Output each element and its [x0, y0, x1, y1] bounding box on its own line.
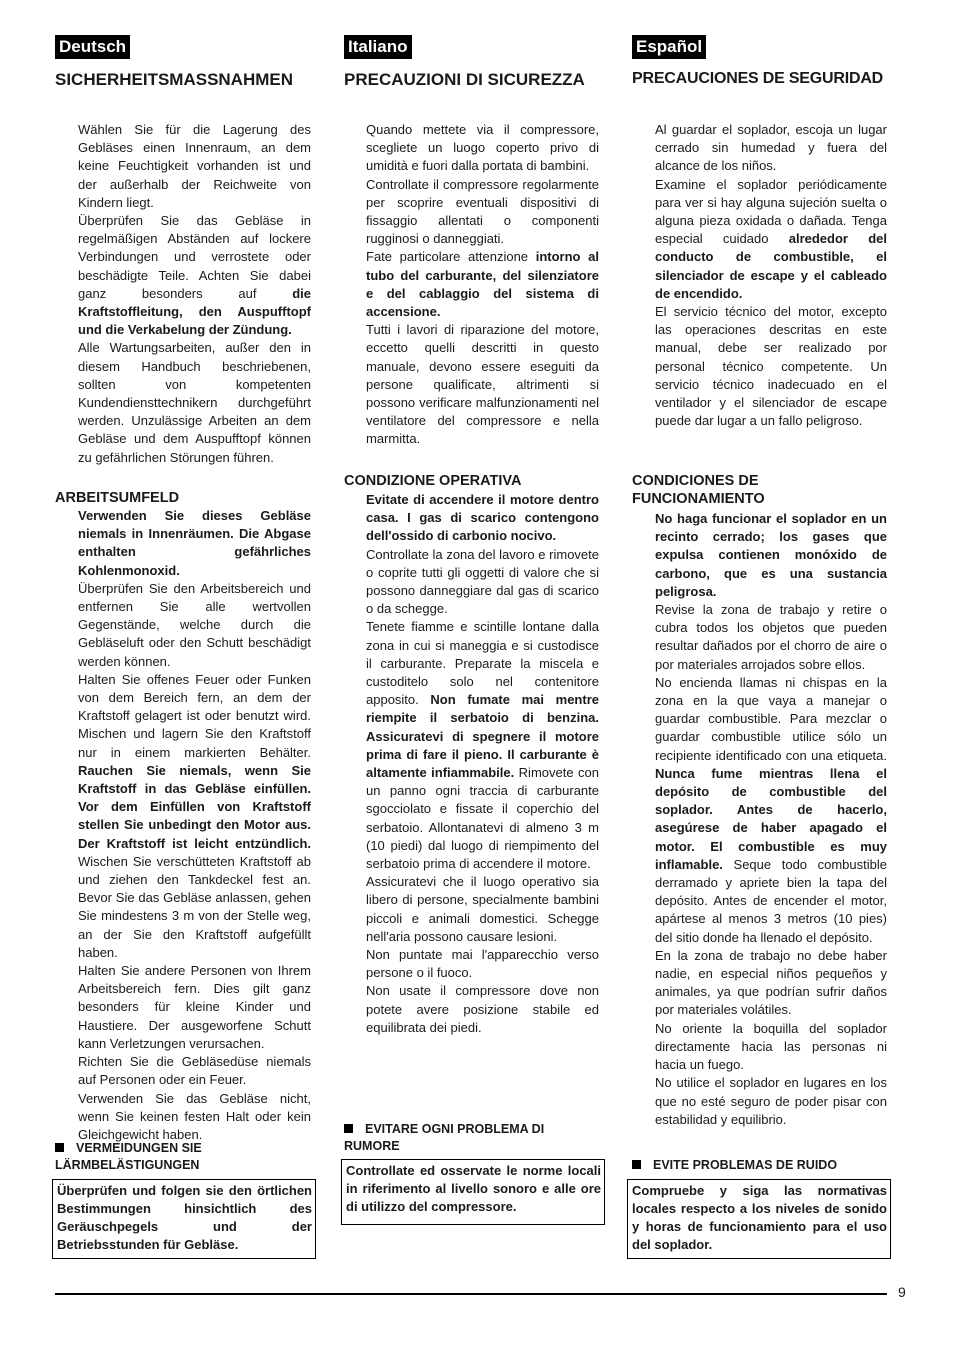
- paragraph: Alle Wartungsarbeiten, außer den in diesem Handbuch beschriebenen, sollten von kompetenten Kundendiensttechnikern durchgeführt werden. Unzulässige Arbeiten an dem Gebläse und dem Auspufftopf können zu gefährlichen Störungen führen.: [78, 340, 311, 465]
- emphasis: die Kraftstoffleitung, den Auspufftopf und die Verkabelung der Zündung.: [78, 285, 311, 338]
- text: No encienda llamas ni chispas en la zona en la que vaya a manejar o guardar combustible. Para mezclar o guardar combustible utilice sólo un recipiente identificado con una etiqueta.: [655, 674, 887, 763]
- paragraph: [78, 212, 311, 339]
- paragraph: No utilice el soplador en lugares en los que no esté seguro de poder pisar con estabilidad y equilibrio.: [655, 1075, 887, 1127]
- paragraph: Non usate il compressore dove non potete avere posizione stabile ed equilibrata dei piedi.: [366, 983, 599, 1035]
- noise-box-it: Controllate ed osservate le norme locali in riferimento al livello sonoro e alle ore di utilizzo del compressore.: [341, 1159, 605, 1225]
- bullet-text: EVITE PROBLEMAS DE RUIDO: [653, 1158, 838, 1172]
- intro-text-it: [366, 121, 599, 449]
- text: Halten Sie offenes Feuer oder Funken von dem Bereich fern, an dem der Kraftstoff gelagert ist oder benutzt wird. Mischen und lagern Sie den Kraftstoff nur in einem markierten Behälter.: [78, 671, 311, 760]
- noise-heading-de: [55, 1140, 311, 1174]
- paragraph: Tutti i lavori di riparazione del motore, eccetto quelli descritti in questo manuale, devono essere eseguiti da persone qualificate, altrimenti si possono verificare malfunzionamenti nel ventilatore del compressore e nella marmitta.: [366, 322, 599, 447]
- emphasis: Rauchen Sie niemals, wenn Sie Kraftstoff in das Gebläse einfüllen. Vor dem Einfüllen von Kraftstoff stellen Sie unbedingt den Motor aus. Der Kraftstoff ist leicht entzündlich.: [78, 762, 311, 851]
- footer-rule: [55, 1293, 887, 1295]
- text: Examine el soplador periódicamente para ver si hay alguna sujeción suelta o alguna pieza oxidada o dañada. Tenga especial cuidado: [655, 176, 887, 247]
- square-bullet-icon: [632, 1160, 641, 1169]
- environment-text-de: [78, 507, 311, 1144]
- text: Fate particolare attenzione: [366, 249, 529, 265]
- paragraph: [366, 491, 599, 546]
- paragraph: Assicuratevi che il luogo operativo sia libero di persone, specialmente bambini piccoli e animali domestici. Schegge nell'aria possono causare lesioni.: [366, 874, 599, 944]
- text: Rimovete con un panno ogni traccia di carburante sgocciolato e fissate il coperchio del serbatoio. Allontanatevi di almeno 3 m (10 piedi) dal luogo di riempimento del serbatoio prima di accendere il motore.: [366, 765, 599, 872]
- paragraph: Revise la zona de trabajo y retire o cubra todos los objetos que pueden resultar dañados por el chorro de aire o por materiales arrojados sobre ellos.: [655, 602, 887, 672]
- text: Wischen Sie verschütteten Kraftstoff ab und ziehen den Tankdeckel fest an. Bevor Sie das Gebläse anlassen, gehen Sie mindestens 3 m von der Stelle weg, an der Sie den Kraftstoff aufgefüllt haben.: [78, 853, 311, 960]
- section-title-es: PRECAUCIONES DE SEGURIDAD: [632, 70, 884, 87]
- paragraph: Wählen Sie für die Lagerung des Gebläses einen Innenraum, an dem keine Feuchtigkeit vorhanden ist und der außerhalb der Reichweite von Kindern liegt.: [78, 122, 311, 210]
- paragraph: [78, 507, 311, 580]
- noise-box-de: Überprüfen und folgen sie den örtlichen Bestimmungen hinsichtlich des Geräuschpegels und der Betriebsstunden für Gebläse.: [52, 1179, 316, 1259]
- paragraph: Quando mettete via il compressore, scegliete un luogo coperto privo di umidità e fuori dalla portata di bambini.: [366, 122, 599, 174]
- bullet-text: EVITARE OGNI PROBLEMA DI RUMORE: [344, 1122, 545, 1153]
- square-bullet-icon: [55, 1143, 64, 1152]
- emphasis: intorno al tubo del carburante, del silenziatore e del cablaggio del sistema di accensione.: [366, 249, 599, 320]
- paragraph: No oriente la boquilla del soplador directamente hacia las personas ni hacia un fuego.: [655, 1020, 887, 1073]
- page-number: 9: [898, 1284, 906, 1300]
- section-title-it: PRECAUZIONI DI SICUREZZA: [344, 70, 585, 89]
- conditions-text-it: [366, 491, 599, 1037]
- paragraph: Controllate il compressore regolarmente per scoprire eventuali dispositivi di fissaggio allentati o componenti rugginosi o danneggiati.: [366, 176, 599, 247]
- language-label-es: Español: [632, 35, 706, 59]
- paragraph: [366, 618, 599, 873]
- intro-text-de: [78, 121, 311, 467]
- noise-heading-it: [344, 1121, 600, 1155]
- paragraph: [78, 671, 311, 962]
- text: Überprüfen Sie das Gebläse in regelmäßigen Abständen auf lockere Verbindungen und verrostete oder beschädigte Teile. Achten Sie dabei ganz besonders auf: [78, 213, 311, 301]
- language-label-de: Deutsch: [55, 35, 130, 59]
- text: Tenete fiamme e scintille lontane dalla zona in cui si maneggia e si custodisce il carburante. Preparate la miscela e custoditelo solo nel contenitore apposito.: [366, 619, 599, 708]
- paragraph: [655, 510, 887, 601]
- conditions-text-es: [655, 510, 887, 1129]
- text: Seque todo combustible derramado y apriete bien la tapa del depósito. Antes de encender el motor, apártese al menos 3 metros (10 pies) del sitio donde ha llenado el depósito.: [655, 856, 887, 945]
- bullet-text: VERMEIDUNGEN SIE LÄRMBELÄSTIGUNGEN: [55, 1141, 202, 1172]
- paragraph: Al guardar el soplador, escoja un lugar cerrado sin humedad y fuera del alcance de los niños.: [655, 122, 887, 174]
- square-bullet-icon: [344, 1124, 353, 1133]
- paragraph: El servicio técnico del motor, excepto las operaciones descritas en este manual, debe ser realizado por personal técnico competente. Un servicio técnico inadecuado en el ventilador y el silenciador de escape puede dar lugar a un fallo peligroso.: [655, 304, 887, 429]
- emphasis: Non fumate mai mentre riempite il serbatoio di benzina. Assicuratevi di spegnere il motore prima di fare il pieno. Il carburante è altamente infiammabile.: [366, 692, 599, 781]
- paragraph: En la zona de trabajo no debe haber nadie, en especial niños pequeños y animales, ya que podrían sufrir daños por materiales volátiles.: [655, 947, 887, 1018]
- emphasis: No haga funcionar el soplador en un recinto cerrado; los gases que expulsa contienen monóxido de carbono, que es una sustancia peligrosa.: [655, 511, 887, 599]
- paragraph: Controllate la zona del lavoro e rimovete o coprite tutti gli oggetti di valore che si possono danneggiare dal gas di scarico o da schegge.: [366, 546, 599, 617]
- paragraph: [366, 248, 599, 321]
- emphasis: alrededor del conducto de combustible, el silenciador de escape y el cableado de encendido.: [655, 231, 887, 301]
- paragraph: Verwenden Sie das Gebläse nicht, wenn Sie keinen festen Halt oder kein Gleichgewicht haben.: [78, 1090, 311, 1142]
- subheading-de: ARBEITSUMFELD: [55, 490, 180, 506]
- paragraph: Non puntate mai l'apparecchio verso persone o il fuoco.: [366, 947, 599, 981]
- emphasis: Nunca fume mientras llena el depósito de combustible del soplador. Antes de hacerlo, asegúrese de haber apagado el motor. El combustible es muy inflamable.: [655, 765, 887, 872]
- paragraph: Überprüfen Sie den Arbeitsbereich und entfernen Sie alle wertvollen Gegenstände, welche durch die Gebläseluft oder den Schutt beschädigt werden können.: [78, 580, 311, 669]
- noise-box-es: Compruebe y siga las normativas locales respecto a los niveles de sonido y horas de funcionamiento para el uso del soplador.: [627, 1179, 891, 1259]
- paragraph: Richten Sie die Gebläsedüse niemals auf Personen oder ein Feuer.: [78, 1054, 311, 1088]
- paragraph: [655, 674, 887, 947]
- paragraph: [655, 176, 887, 303]
- language-label-it: Italiano: [344, 35, 412, 59]
- emphasis: Verwenden Sie dieses Gebläse niemals in Innenräumen. Die Abgase enthalten gefährliches Kohlenmonoxid.: [78, 508, 311, 578]
- intro-text-es: [655, 121, 887, 430]
- paragraph: Halten Sie andere Personen von Ihrem Arbeitsbereich fern. Dies gilt ganz besonders für kleine Kinder und Haustiere. Der ausgeworfene Schutt kann Verletzungen verursachen.: [78, 963, 311, 1051]
- subheading-it: CONDIZIONE OPERATIVA: [344, 473, 522, 489]
- noise-heading-es: [632, 1157, 888, 1174]
- subheading-es: CONDICIONES DE FUNCIONAMIENTO: [632, 473, 765, 507]
- section-title-de: SICHERHEITSMASSNAHMEN: [55, 70, 294, 89]
- emphasis: Evitate di accendere il motore dentro casa. I gas di scarico contengono dell'ossido di carbonio nocivo.: [366, 492, 599, 544]
